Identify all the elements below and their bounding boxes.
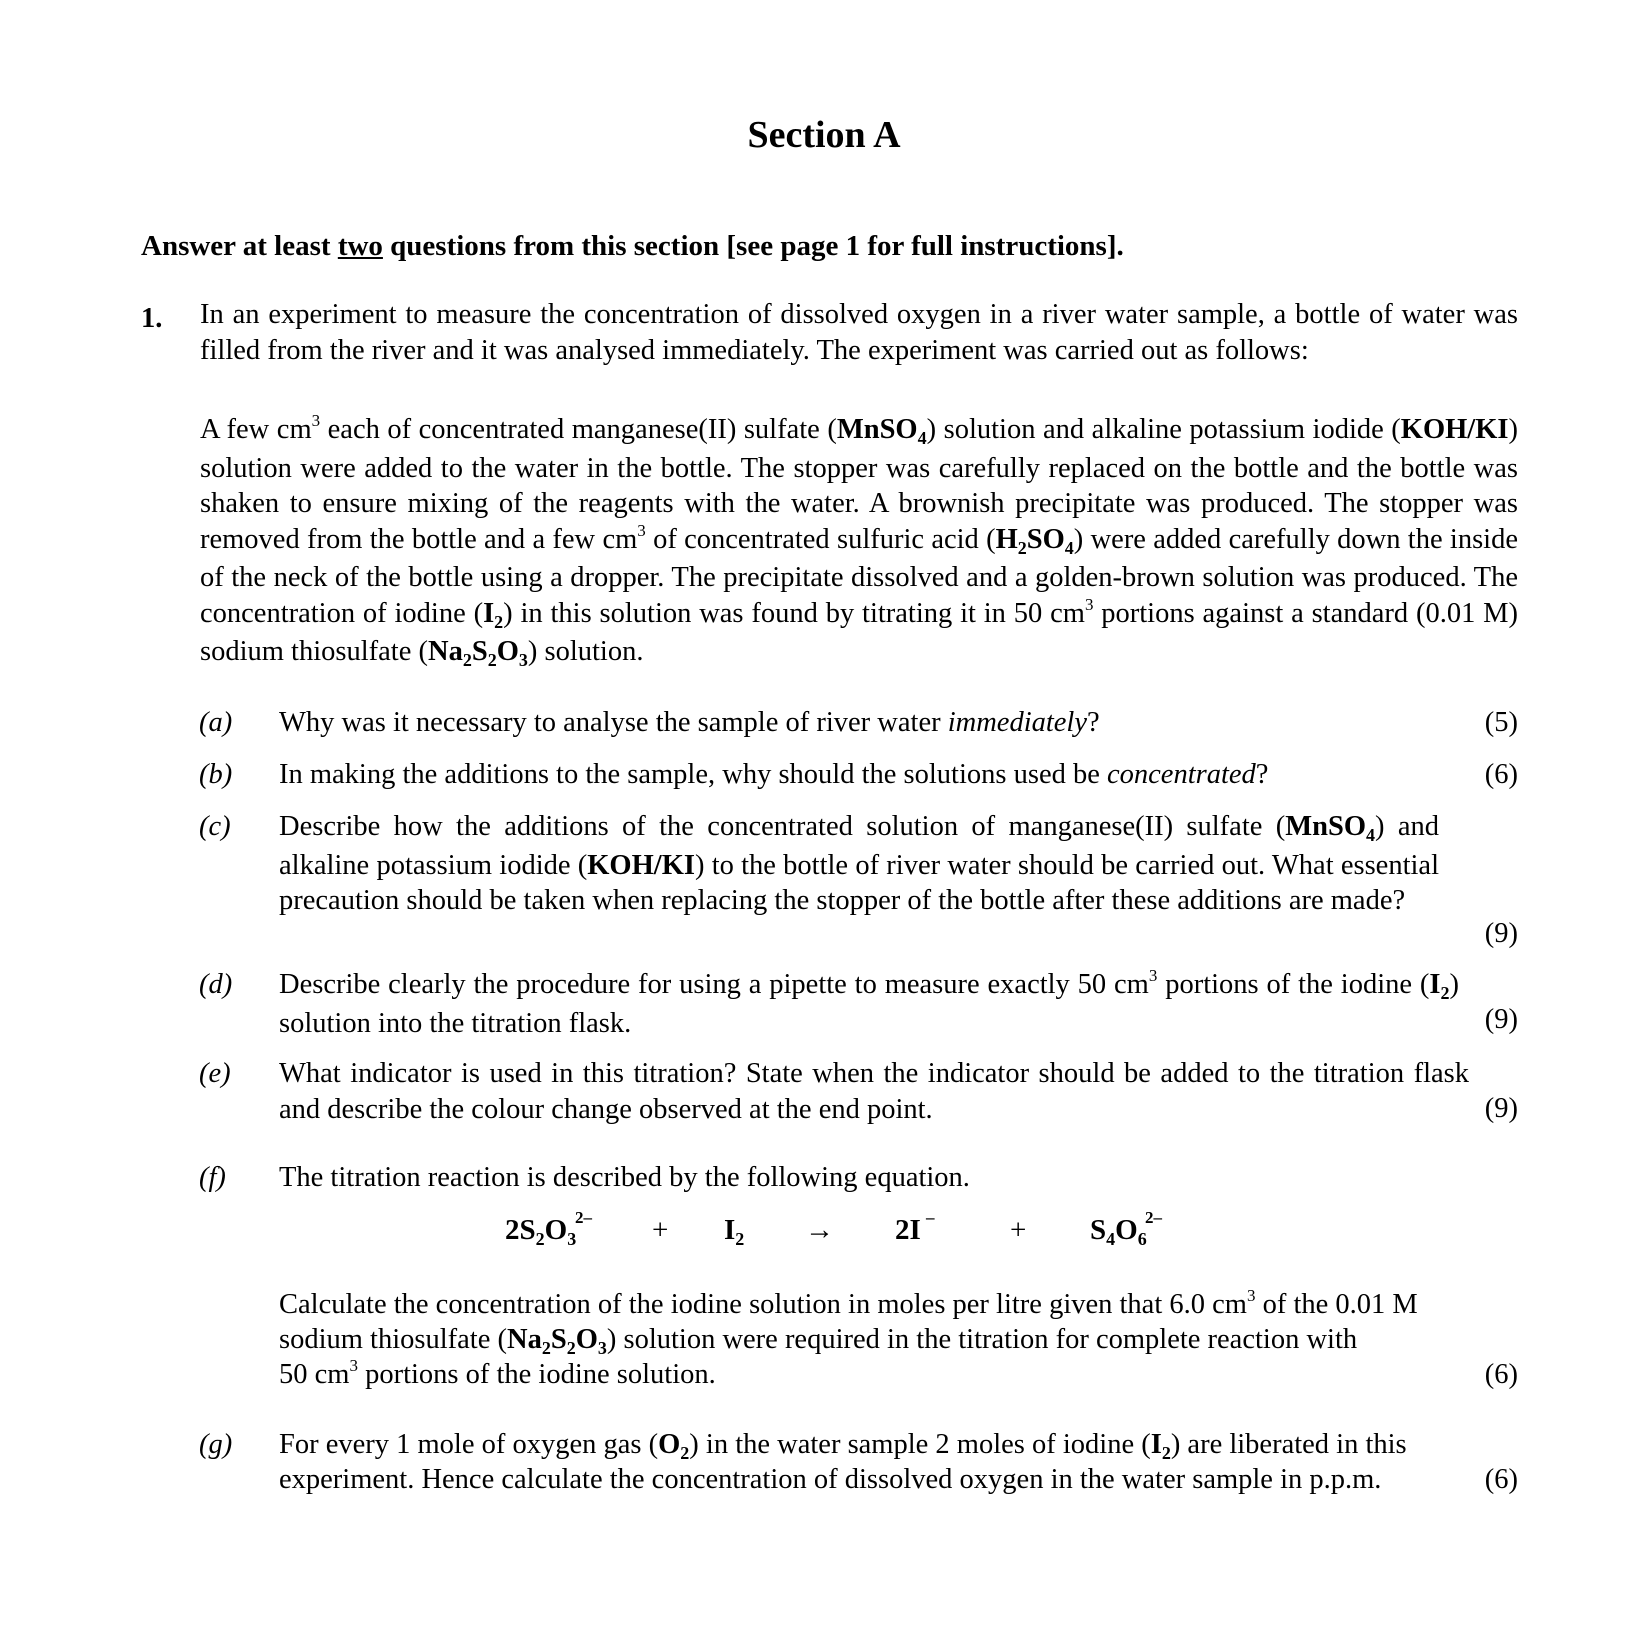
part-text: The titration reaction is described by the following equation.	[279, 1162, 970, 1193]
part-f	[199, 1160, 1518, 1200]
part-text: Why was it necessary to analyse the sample of river water immediately?	[279, 707, 1100, 738]
plus-sign: +	[1010, 1214, 1027, 1246]
plus-sign: +	[652, 1214, 669, 1246]
part-text: Calculate the concentration of the iodine solution in moles per litre given that 6.0 $cm^3$ of the 0.01 M	[279, 1286, 1418, 1320]
procedure-paragraph: A few $cm^3$ each of concentrated manganese(II) sulfate (MnSO$_4$) solution and alkaline potassium iodide (KOH/KI) solution were added to the water in the bottle. The stopper was carefully replaced on the bottle and the bottle was shaken to ensure mixing of the reagents with the water. A brownish precipitate was produced. The stopper was removed from the bottle and a few $cm^3$ of concentrated sulfuric acid $(H_2SO_4)$ were added carefully down the inside of the neck of the bottle using a dropper. The precipitate dissolved and a golden-brown solution was produced. The concentration of iodine $(I_2)$ in this solution was found by titrating it in 50 $cm^3$ portions against a standard (0.01 M) sodium thiosulfate $(Na_2S_2O_3)$ solution.	[200, 411, 1518, 670]
part-b	[199, 757, 1518, 797]
question-number: 1.	[141, 303, 163, 334]
part-c	[199, 809, 1518, 954]
section-title: Section A	[747, 114, 901, 156]
marks: (6)	[1484, 1359, 1518, 1390]
part-label: (f)	[199, 1162, 226, 1193]
charge: 2–	[1145, 1208, 1162, 1227]
part-label: (a)	[199, 707, 233, 738]
part-text: experiment. Hence calculate the concentration of dissolved oxygen in the water sample in p.p.m.	[279, 1464, 1382, 1495]
question-intro: In an experiment to measure the concentration of dissolved oxygen in a river water sample, a bottle of water was filled from the river and it was analysed immediately. The experiment was carried out as follows:	[200, 299, 1518, 366]
part-a	[199, 705, 1518, 745]
charge: 2–	[575, 1208, 592, 1227]
underlined-word: two	[337, 230, 383, 262]
reactant-thiosulfate: $2S_2O_3$	[505, 1214, 577, 1249]
marks: (5)	[1484, 707, 1518, 738]
part-text: 50 $cm^3$ portions of the iodine solution.	[279, 1356, 716, 1390]
charge: –	[926, 1208, 935, 1227]
part-label: (e)	[199, 1058, 231, 1089]
product-tetrathionate: $S_4O_6$	[1090, 1214, 1147, 1249]
section-instructions: Answer at least two questions from this section [see page 1 for full instructions].	[141, 230, 1124, 262]
marks: (9)	[1484, 1093, 1518, 1124]
marks: (6)	[1484, 1464, 1518, 1495]
part-d	[199, 967, 1518, 1042]
marks: (6)	[1484, 759, 1518, 790]
part-label: (c)	[199, 811, 231, 842]
marks: (9)	[1484, 918, 1518, 949]
part-text: Describe how the additions of the concentrated solution of manganese(II) sulfate (MnSO$_4$) and alkaline potassium iodide (KOH/KI) to the bottle of river water should be carried out. What essential precaution should be taken when replacing the stopper of the bottle after these additions are made?	[279, 811, 1440, 916]
reaction-arrow: →	[805, 1214, 834, 1246]
product-iodide: 2I	[895, 1214, 921, 1246]
marks: (9)	[1484, 1004, 1518, 1035]
part-text: sodium thiosulfate $(Na_2S_2O_3)$ solution were required in the titration for complete reaction with	[279, 1324, 1358, 1358]
part-f-calculation	[199, 1287, 1518, 1397]
part-label: (b)	[199, 759, 233, 790]
part-text: In making the additions to the sample, why should the solutions used be concentrated?	[279, 759, 1269, 790]
part-text: For every 1 mole of oxygen gas $(O_2)$ in the water sample 2 moles of iodine $(I_2)$ are liberated in this	[279, 1429, 1407, 1463]
part-label: (g)	[199, 1429, 233, 1460]
part-text: What indicator is used in this titration? State when the indicator should be added to the titration flask and describe the colour change observed at the end point.	[279, 1058, 1469, 1125]
part-text: Describe clearly the procedure for using a pipette to measure exactly 50 $cm^3$ portions of the iodine $(I_2)$ solution into the titration flask.	[279, 966, 1459, 1039]
reactant-iodine: $I_2$	[724, 1214, 745, 1249]
part-g	[199, 1427, 1518, 1502]
part-e	[199, 1056, 1518, 1131]
part-label: (d)	[199, 969, 233, 1000]
titration-equation	[0, 1200, 1648, 1260]
